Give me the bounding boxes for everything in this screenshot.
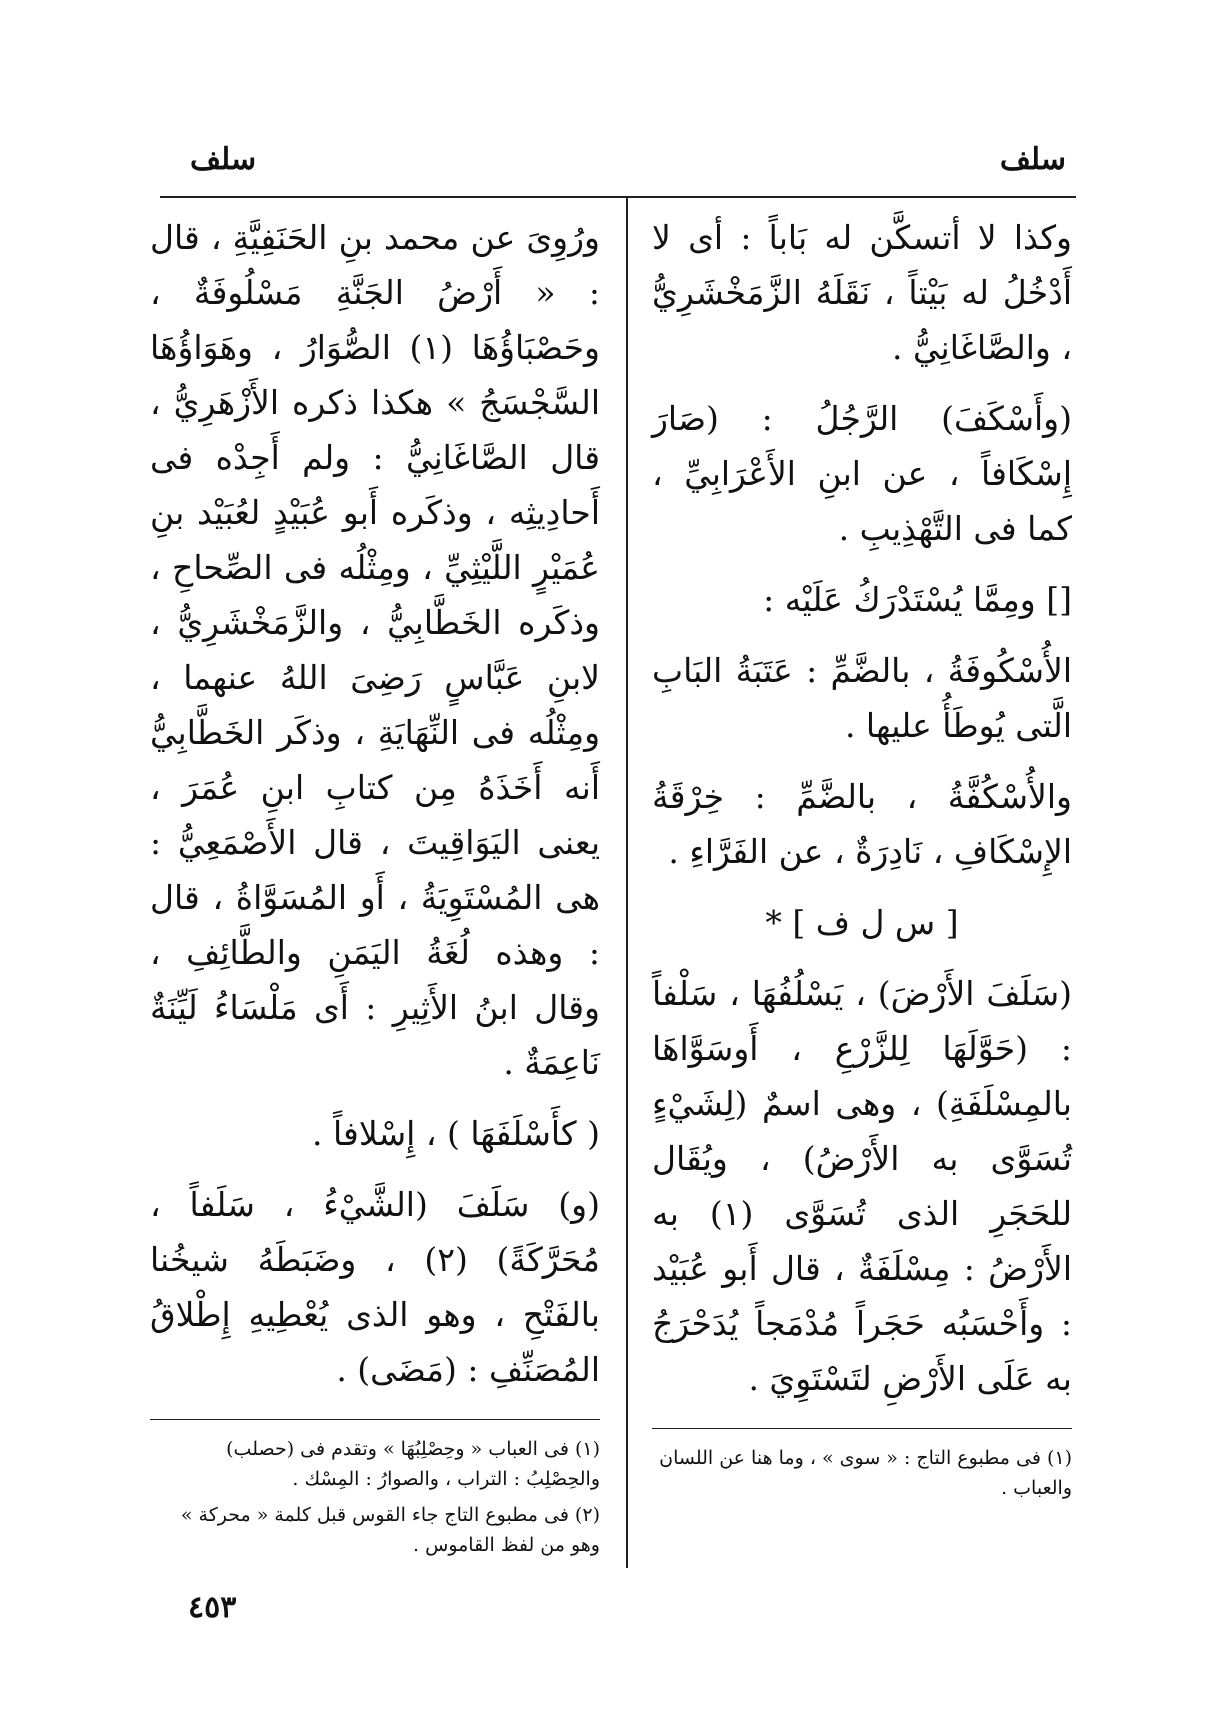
right-footnote-rule	[652, 1428, 1072, 1429]
left-footnotes	[150, 1434, 600, 1560]
right-paragraph-2: (وأَسْكَفَ) الرَّجُلُ : (صَارَ إِسْكَافاً ، عن ابنِ الأَعْرَابِيِّ ، كما فى التَّهْذِيبِ .	[652, 399, 1072, 548]
left-paragraph-2: ( كأَسْلَفَهَا ) ، إِسْلافاً .	[312, 1114, 600, 1153]
column-divider	[626, 198, 628, 1568]
left-paragraph-3: (و) سَلَفَ (الشَّيْءُ ، سَلَفاً ، مُحَرَّكَةً) (٢) ، وضَبَطَهُ شيخُنا بالفَتْحِ ، وهو الذى يُعْطِيهِ إِطْلاقُ المُصَنِّفِ : (مَضَى) .	[150, 1185, 600, 1389]
running-head-right: سلف	[999, 142, 1066, 177]
right-paragraph-4: الأُسْكُوفَةُ ، بالضَّمِّ : عَتَبَةُ البَابِ الَّتى يُوطَأُ عليها .	[652, 651, 1072, 745]
right-column	[652, 210, 1072, 1509]
right-footnote-1: (١) فى مطبوع التاج : « سوى » ، وما هنا عن اللسان والعباب .	[659, 1447, 1072, 1499]
left-paragraph-1: ورُوِىَ عن محمد بنِ الحَنَفِيَّةِ ، قال : « أَرْضُ الجَنَّةِ مَسْلُوفَةٌ ، وحَصْبَاؤُهَا (١) الصُّوَارُ ، وهَوَاؤُهَا السَّجْسَجُ » هكذا ذكره الأَزْهَرِيُّ ، قال الصَّاغَانِيُّ : ولم أَجِدْه فى أَحادِيثِه ، وذكَره أَبو عُبَيْدٍ لعُبَيْد بنِ عُمَيْرٍ اللَّيْثِيِّ ، ومِثْلُه فى الصِّحاحِ ، وذكَره الخَطَّابِيُّ ، والزَّمَخْشَرِيُّ ، لابنِ عَبَّاسٍ رَضِىَ اللهُ عنهما ، ومِثْلُه فى النِّهَايَةِ ، وذكَر الخَطَّابِيُّ أَنه أَخَذَهُ مِن كتابِ ابنِ عُمَرَ ، يعنى اليَوَاقِيتَ ، قال الأَصْمَعِيُّ : هى المُسْتَوِيَةُ ، أَو المُسَوَّاةُ ، قال : وهذه لُغَةُ اليَمَنِ والطَّائِفِ ، وقال ابنُ الأَثِيرِ : أَى مَلْسَاءُ لَيِّنَةٌ نَاعِمَةٌ .	[150, 218, 600, 1082]
right-paragraph-7: (سَلَفَ الأَرْضَ) ، يَسْلُفُهَا ، سَلْفاً : (حَوَّلَهَا لِلزَّرْعِ ، أَوسَوَّاهَا بالمِسْلَفَةِ) ، وهى اسمٌ (لِشَيْءٍ تُسَوَّى به الأَرْضُ) ، ويُقَال للحَجَرِ الذى تُسَوَّى (١) به الأَرْضُ : مِسْلَفَةٌ ، قال أَبو عُبَيْد : وأَحْسَبُه حَجَراً مُدْمَجاً يُدَحْرَجُ به عَلَى الأَرْضِ لتَسْتَوِيَ .	[652, 974, 1072, 1398]
right-paragraph-3: [] ومِمَّا يُسْتَدْرَكُ عَلَيْه :	[763, 580, 1072, 619]
left-footnote-1: (١) فى العباب « وحِصْلِبُهَا » وتقدم فى (حصلب) والحِصْلِبُ : التراب ، والصوارُ : المِسْك .	[226, 1438, 600, 1490]
right-paragraph-5: والأُسْكُفَّةُ ، بالضَّمِّ : خِرْقَةُ الإِسْكَافِ ، نَادِرَةٌ ، عن الفَرَّاءِ .	[652, 777, 1072, 871]
page-number: ٤٥٣	[188, 1590, 237, 1625]
right-footnotes	[652, 1443, 1072, 1503]
left-column	[150, 210, 600, 1566]
left-footnote-rule	[150, 1419, 600, 1420]
running-head-left: سلف	[190, 142, 257, 177]
right-paragraph-1: وكذا لا أتسكَّن له بَاباً : أى لا أَدْخُلُ له بَيْتاً ، نَقَلَهُ الزَّمَخْشَرِيُّ ، والصَّاغَانِيُّ .	[652, 218, 1072, 367]
left-footnote-2: (٢) فى مطبوع التاج جاء القوس قبل كلمة « محركة » وهو من لفظ القاموس .	[180, 1504, 600, 1556]
header-rule	[160, 196, 1076, 198]
entry-heading-slf: [ س ل ف ] *	[765, 903, 959, 942]
